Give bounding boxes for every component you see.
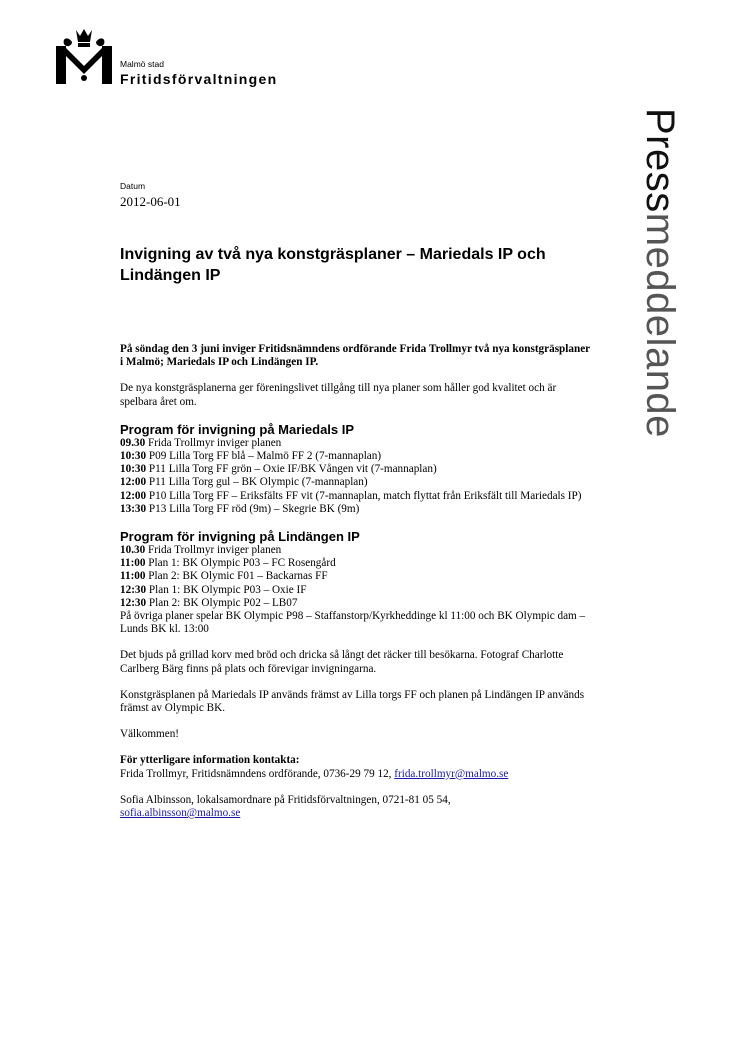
- schedule-text: Plan 2: BK Olympic P02 – LB07: [146, 596, 298, 609]
- schedule-text: P10 Lilla Torg FF – Eriksfälts FF vit (7-mannaplan, match flyttat från Eriksfält till Mariedals IP): [146, 489, 582, 502]
- schedule-time: 10:30: [120, 463, 147, 476]
- schedule-time: 12:00: [120, 489, 147, 502]
- list-item: [120, 450, 590, 463]
- list-item: [120, 437, 590, 450]
- contact-person-1-details: Frida Trollmyr, Fritidsnämndens ordförande, 0736-29 79 12,: [120, 767, 395, 780]
- date-value: 2012-06-01: [120, 194, 181, 209]
- schedule-text: Plan 1: BK Olympic P03 – FC Rosengård: [145, 557, 336, 570]
- page-title: Invigning av två nya konstgräsplaner – Mariedals IP och Lindängen IP: [120, 246, 546, 284]
- list-item: [120, 503, 590, 516]
- schedule-text: P09 Lilla Torg FF blå – Malmö FF 2 (7-mannaplan): [146, 450, 382, 463]
- list-item: [120, 584, 590, 597]
- contact-heading: För ytterligare information kontakta:: [120, 754, 300, 767]
- lead-paragraph: På söndag den 3 juni inviger Fritidsnämndens ordförande Frida Trollmyr två nya konstgräsplaner i Malmö; Mariedals IP och Lindängen IP.: [120, 343, 590, 369]
- contact-person-2-details: Sofia Albinsson, lokalsamordnare på Fritidsförvaltningen, 0721-81 05 54,: [120, 793, 451, 806]
- list-item: [120, 557, 590, 570]
- malmo-griffin-crest-icon: [54, 26, 114, 86]
- list-item: [120, 544, 590, 557]
- list-item: [120, 570, 590, 583]
- usage-paragraph: Konstgräsplanen på Mariedals IP används främst av Lilla torgs FF och planen på Lindängen IP används främst av Olympic BK.: [120, 688, 585, 715]
- program-mariedal-list: [120, 437, 590, 516]
- list-item: [120, 490, 590, 503]
- schedule-text: P11 Lilla Torg gul – BK Olympic (7-mannaplan): [146, 476, 368, 489]
- schedule-text: Frida Trollmyr inviger planen: [145, 436, 282, 449]
- contact-person-2: [120, 807, 590, 820]
- refreshments-paragraph: Det bjuds på grillad korv med bröd och dricka så långt det räcker till besökarna. Fotograf Charlotte Carlberg Bärg finns på plats och förevigar invigningarna.: [120, 649, 564, 675]
- list-item: [120, 476, 590, 489]
- schedule-text: Plan 2: BK Olymic F01 – Backarnas FF: [145, 570, 328, 583]
- org-department-name: Fritidsförvaltningen: [120, 71, 278, 87]
- schedule-time: 10:30: [120, 450, 147, 463]
- schedule-time: 10.30: [120, 544, 146, 557]
- contact-person-1: [120, 768, 590, 781]
- schedule-text: P13 Lilla Torg FF röd (9m) – Skegrie BK (9m): [146, 502, 360, 515]
- list-item: [120, 597, 590, 610]
- press-release-body: [120, 343, 590, 820]
- list-item: [120, 463, 590, 476]
- schedule-text: Frida Trollmyr inviger planen: [145, 544, 282, 557]
- schedule-time: 13:30: [120, 502, 147, 515]
- program-note: På övriga planer spelar BK Olympic P98 – Staffanstorp/Kyrkheddinge kl 11:00 och BK Olympic dam – Lunds BK kl. 13:00: [120, 610, 586, 636]
- schedule-time: 12:00: [120, 476, 147, 489]
- schedule-text: Plan 1: BK Olympic P03 – Oxie IF: [146, 583, 307, 596]
- schedule-time: 12:30: [120, 583, 147, 596]
- schedule-time: 09.30: [120, 436, 146, 449]
- vertical-label-bold: Press: [638, 108, 682, 213]
- program-lindangen-list: [120, 544, 590, 636]
- schedule-text: P11 Lilla Torg FF grön – Oxie IF/BK Vången vit (7-mannaplan): [146, 463, 437, 476]
- date-label: Datum: [120, 181, 146, 191]
- program-lindangen-heading: Program för invigning på Lindängen IP: [120, 529, 360, 545]
- contact-person-2-email-link[interactable]: sofia.albinsson@malmo.se: [120, 807, 241, 820]
- intro-paragraph: De nya konstgräsplanerna ger föreningslivet tillgång till nya planer som håller god kvalitet och är spelbara året om.: [120, 382, 557, 408]
- contact-person-1-email-link[interactable]: frida.trollmyr@malmo.se: [394, 767, 509, 780]
- program-mariedal-heading: Program för invigning på Mariedals IP: [120, 421, 355, 437]
- schedule-time: 12:30: [120, 596, 147, 609]
- org-city-label: Malmö stad: [120, 59, 164, 69]
- schedule-time: 11:00: [120, 570, 146, 583]
- schedule-time: 11:00: [120, 557, 146, 570]
- vertical-document-type-label: [640, 108, 680, 438]
- welcome-text: Välkommen!: [120, 728, 180, 741]
- vertical-label-light: meddelande: [638, 212, 682, 438]
